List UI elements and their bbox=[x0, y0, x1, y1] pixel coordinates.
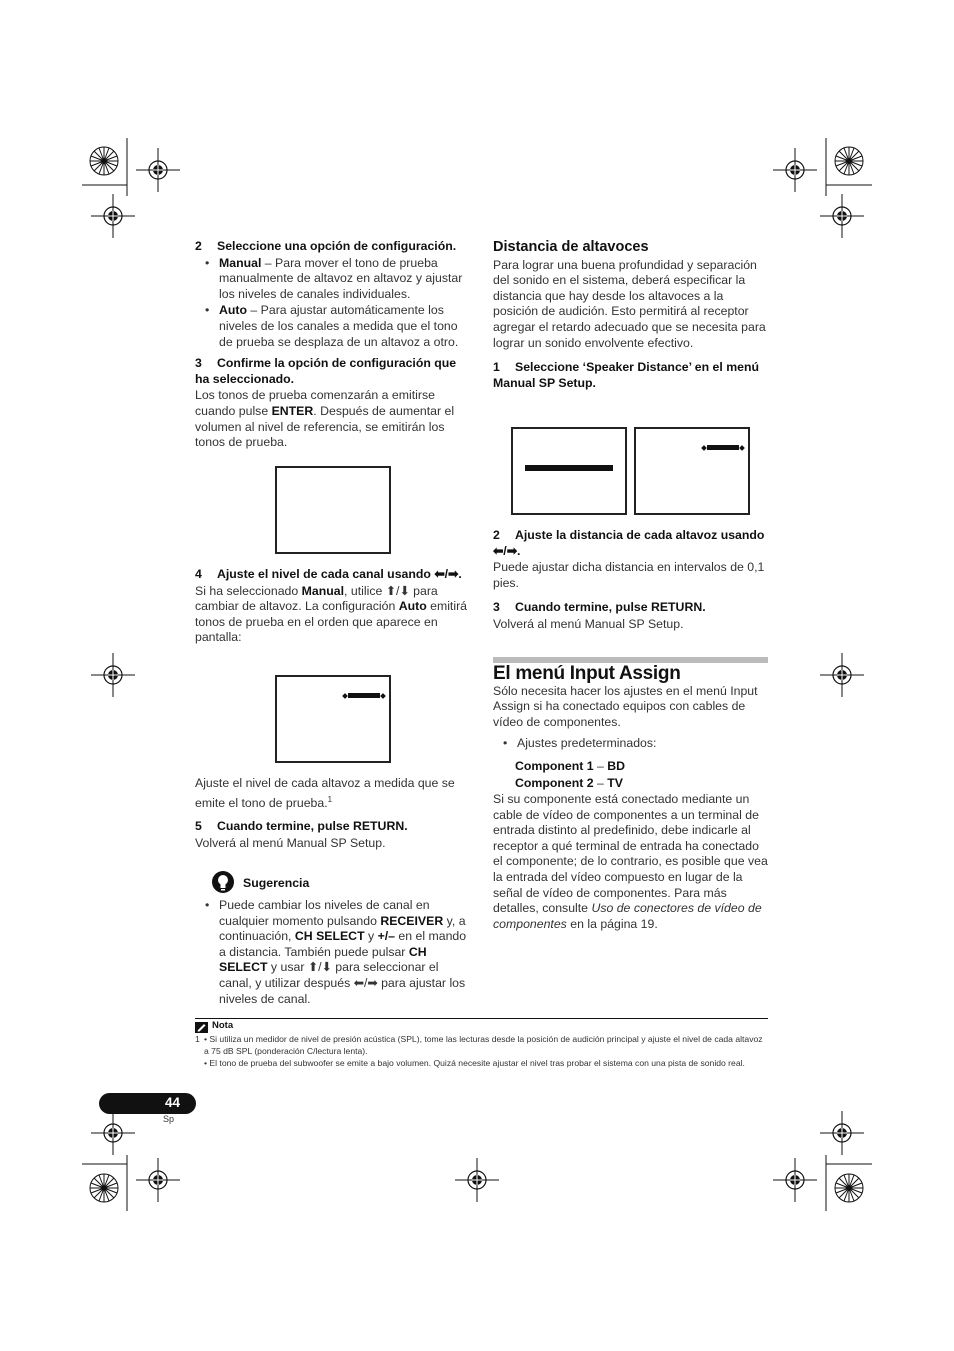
step-4-text: Si ha seleccionado Manual, utilice ⬆/⬇ para cambiar de altavoz. La configuración Auto emitirá tonos de prueba en el orden que aparece en pantalla: bbox=[195, 583, 468, 645]
note-title: Nota bbox=[212, 1020, 234, 1031]
input-assign-heading: El menú Input Assign bbox=[493, 663, 681, 684]
registration-star-bottom-right bbox=[835, 1174, 863, 1202]
menu-highlight-bar bbox=[525, 465, 613, 471]
step-5-heading: 5 Cuando termine, pulse RETURN. bbox=[195, 819, 408, 834]
bullet-manual: • Manual – Para mover el tono de prueba manualmente de altavoz en altavoz y ajustar los niveles de canales individuales. bbox=[195, 256, 471, 303]
adjust-text: Ajuste el nivel de cada altavoz a medida que se emite el tono de prueba.$^1$ bbox=[195, 776, 455, 810]
registration-star-bottom-left bbox=[90, 1174, 118, 1202]
tip-bullet: • Puede cambiar los niveles de canal en cualquier momento pulsando RECEIVER y, a continuación, CH SELECT y +/– en el mando a distancia. También puede pulsar CH SELECT y usar ⬆/⬇ para seleccionar el canal, y utilizar después ⬅/➡ para ajustar los niveles de canal. bbox=[195, 898, 471, 1007]
note-pencil-icon bbox=[195, 1020, 208, 1031]
speaker-distance-menu-screen bbox=[511, 427, 627, 515]
left-column-step5 bbox=[195, 776, 475, 851]
arrow-right-icon bbox=[739, 445, 745, 451]
defaults-bullet: • Ajustes predeterminados: bbox=[493, 736, 768, 752]
level-bar bbox=[348, 693, 380, 698]
left-column-step4 bbox=[195, 567, 471, 646]
distance-step-2-text: Puede ajustar dicha distancia en intervalos de 0,1 pies. bbox=[493, 560, 765, 590]
registration-star-top-left bbox=[90, 147, 118, 175]
distance-step-3: 3 Cuando termine, pulse RETURN. bbox=[493, 600, 706, 615]
input-assign-intro: Sólo necesita hacer los ajustes en el menú Input Assign si ha conectado equipos con cables de vídeo de componentes. bbox=[493, 683, 758, 729]
default-component-1: Component 1 – BD bbox=[515, 758, 626, 773]
default-component-2: Component 2 – TV bbox=[515, 775, 623, 790]
right-column-steps bbox=[493, 528, 768, 633]
arrow-left-icon bbox=[701, 445, 707, 451]
arrow-left-icon bbox=[342, 693, 348, 699]
distance-intro: Para lograr una buena profundidad y separación del sonido en el sistema, deberá especificar la distancia que hay desde los altavoces a la posición de audición. Esto permitirá al receptor agregar el retardo adecuado que se necesita para lograr un sonido envolvente efectivo. bbox=[493, 257, 766, 350]
lightbulb-icon bbox=[211, 870, 235, 894]
page-language: Sp bbox=[163, 1114, 175, 1124]
registration-star-top-right bbox=[835, 147, 863, 175]
left-column bbox=[195, 239, 471, 451]
page-number: 44 bbox=[164, 1095, 180, 1110]
channel-level-screen bbox=[275, 675, 391, 763]
right-column bbox=[493, 240, 768, 391]
distance-step-2: 2 Ajuste la distancia de cada altavoz usando ⬅/➡. bbox=[493, 528, 765, 558]
test-tone-screen bbox=[275, 466, 391, 554]
step-3-text: Los tonos de prueba comenzarán a emitirse cuando pulse ENTER. Después de aumentar el volumen al nivel de referencia, se emitirán los tonos de prueba. bbox=[195, 388, 455, 450]
step-5-text: Volverá al menú Manual SP Setup. bbox=[195, 835, 386, 850]
speaker-distance-adjust-screen bbox=[634, 427, 750, 515]
distance-bar bbox=[707, 445, 739, 450]
input-assign-body: Si su componente está conectado mediante un cable de vídeo de componentes a un terminal de entrada distinto al predefinido, debe indicarle al receptor a qué terminal de entrada ha conectado el componente; de lo contrario, es posible que vea la entrada del vídeo compuesto en lugar de la señal de vídeo de componentes. Para más detalles, consulte Uso de conectores de vídeo de componentes en la página 19. bbox=[493, 791, 768, 931]
footer-rule bbox=[195, 1018, 768, 1019]
step-2-heading: 2 Seleccione una opción de configuración. bbox=[195, 239, 457, 253]
tip-title: Sugerencia bbox=[243, 876, 310, 890]
note-number: 1 bbox=[195, 1034, 200, 1044]
distance-step-3-text: Volverá al menú Manual SP Setup. bbox=[493, 616, 684, 631]
note-1: • Si utiliza un medidor de nivel de presión acústica (SPL), tome las lecturas desde la posición de audición principal y ajuste el nivel de cada altavoz a 75 dB SPL (ponderación C/lectura lenta). bbox=[204, 1034, 763, 1056]
step-4-heading: 4 Ajuste el nivel de cada canal usando ⬅/➡. bbox=[195, 567, 462, 581]
distance-heading: Distancia de altavoces bbox=[493, 239, 649, 255]
bullet-auto: • Auto – Para ajustar automáticamente los niveles de los canales a medida que el tono de prueba se desplaza de un altavoz a otro. bbox=[195, 303, 471, 350]
page-number-tab bbox=[99, 1093, 196, 1114]
input-assign-section bbox=[493, 663, 768, 932]
arrow-right-icon bbox=[380, 693, 386, 699]
note-2: • El tono de prueba del subwoofer se emite a bajo volumen. Quizá necesite ajustar el nivel tras probar el sistema con una pista de sonido real. bbox=[204, 1058, 745, 1068]
tip-body bbox=[195, 898, 471, 1007]
step-3-heading: 3 Confirme la opción de configuración que ha seleccionado. bbox=[195, 356, 457, 386]
distance-step-1: 1 Seleccione ‘Speaker Distance’ en el menú Manual SP Setup. bbox=[493, 360, 760, 390]
